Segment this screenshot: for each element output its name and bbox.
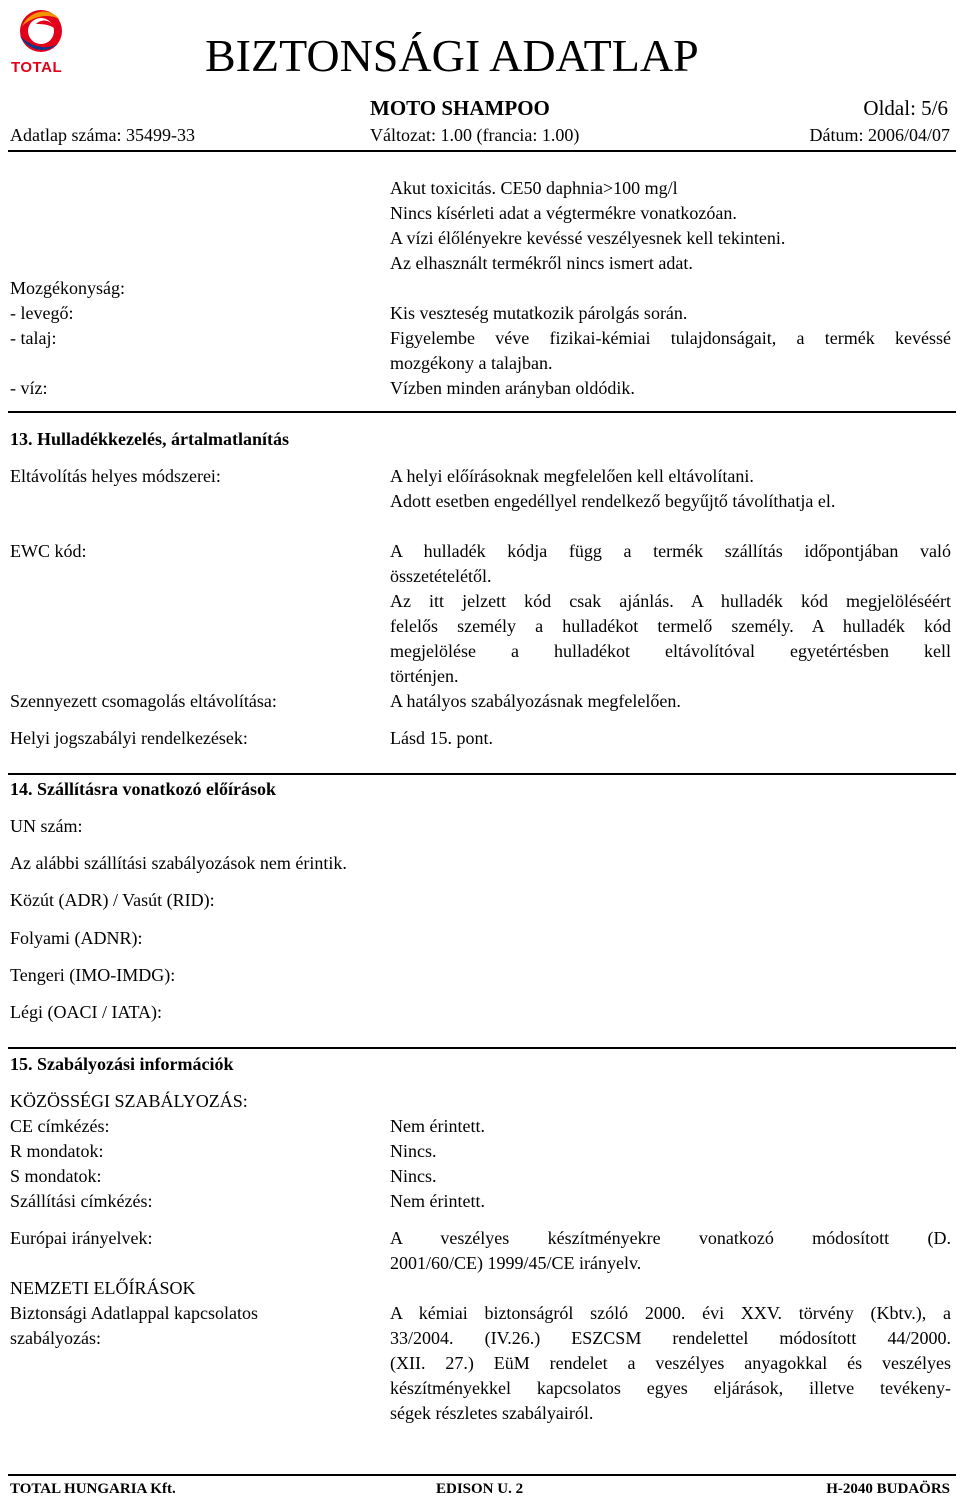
eu-directives-line-1: A veszélyes készítményekre vonatkozó módosított (D.	[390, 1228, 951, 1248]
footer-company: TOTAL HUNGARIA Kft.	[10, 1481, 176, 1497]
sds-line-2: 33/2004. (IV.26.) ESZCSM rendelettel módosított 44/2000.	[390, 1328, 951, 1348]
section-divider-14	[8, 773, 956, 775]
s-phrases-value: Nincs.	[390, 1166, 437, 1186]
document-title: BIZTONSÁGI ADATLAP	[205, 30, 699, 81]
disposal-label: Eltávolítás helyes módszerei:	[10, 466, 221, 486]
river-label: Folyami (ADNR):	[10, 928, 143, 948]
footer-city: H-2040 BUDAÖRS	[826, 1481, 950, 1497]
ewc-label: EWC kód:	[10, 541, 87, 561]
ewc-line-4: felelős személy a hulladékot termelő személy. A hulladék kód	[390, 616, 951, 636]
eu-directives-label: Európai irányelvek:	[10, 1228, 153, 1248]
eco-line-3: A vízi élőlényekre kevéssé veszélyesnek kell tekinteni.	[390, 228, 786, 248]
mobility-label: Mozgékonyság:	[10, 278, 125, 298]
section-divider-15	[8, 1047, 956, 1049]
ewc-line-2: összetételétől.	[390, 566, 492, 586]
road-rail-label: Közút (ADR) / Vasút (RID):	[10, 890, 215, 910]
ce-label: CE címkézés:	[10, 1116, 110, 1136]
sea-label: Tengeri (IMO-IMDG):	[10, 965, 176, 985]
sds-regulation-label-line-2: szabályozás:	[10, 1328, 101, 1348]
local-regulations-value: Lásd 15. pont.	[390, 728, 493, 748]
disposal-line-2: Adott esetben engedéllyel rendelkező begyűjtő távolíthatja el.	[390, 491, 836, 511]
air-value: Kis veszteség mutatkozik párolgás során.	[390, 303, 688, 323]
footer-divider	[8, 1474, 956, 1476]
soil-label: - talaj:	[10, 328, 57, 348]
s-phrases-label: S mondatok:	[10, 1166, 102, 1186]
soil-value-line-2: mozgékony a talajban.	[390, 353, 553, 373]
disposal-line-1: A helyi előírásoknak megfelelően kell eltávolítani.	[390, 466, 754, 486]
national-regulations-heading: NEMZETI ELŐÍRÁSOK	[10, 1278, 196, 1298]
version: Változat: 1.00 (francia: 1.00)	[370, 125, 580, 145]
ewc-line-3: Az itt jelzett kód csak ajánlás. A hulladék kód megjelöléséért	[390, 591, 951, 611]
company-logo	[8, 4, 68, 78]
footer-street: EDISON U. 2	[436, 1481, 524, 1497]
transport-not-affected: Az alábbi szállítási szabályozások nem érintik.	[10, 853, 347, 873]
sds-line-4: készítményekkel kapcsolatos egyes eljárások, illetve tevékeny-	[390, 1378, 951, 1398]
r-phrases-value: Nincs.	[390, 1141, 437, 1161]
transport-labelling-label: Szállítási címkézés:	[10, 1191, 153, 1211]
eco-line-1: Akut toxicitás. CE50 daphnia>100 mg/l	[390, 178, 678, 198]
r-phrases-label: R mondatok:	[10, 1141, 104, 1161]
section-13-heading: 13. Hulladékkezelés, ártalmatlanítás	[10, 429, 289, 449]
sds-line-1: A kémiai biztonságról szóló 2000. évi XXV. törvény (Kbtv.), a	[390, 1303, 951, 1323]
ewc-line-6: történjen.	[390, 666, 459, 686]
page-number: Oldal: 5/6	[863, 96, 948, 120]
eco-line-4: Az elhasznált termékről nincs ismert adat.	[390, 253, 693, 273]
logo-text: TOTAL	[11, 59, 63, 76]
sds-line-3: (XII. 27.) EüM rendelet a veszélyes anyagokkal és veszélyes	[390, 1353, 951, 1373]
soil-value-line-1: Figyelembe véve fizikai-kémiai tulajdonságait, a termék kevéssé	[390, 328, 951, 348]
section-14-heading: 14. Szállításra vonatkozó előírások	[10, 779, 276, 799]
packaging-label: Szennyezett csomagolás eltávolítása:	[10, 691, 277, 711]
un-number-label: UN szám:	[10, 816, 83, 836]
header-divider	[8, 150, 956, 152]
sds-regulation-label-line-1: Biztonsági Adatlappal kapcsolatos	[10, 1303, 258, 1323]
ewc-line-5: megjelölése a hulladékot eltávolítóval egyetértésben kell	[390, 641, 951, 661]
transport-labelling-value: Nem érintett.	[390, 1191, 485, 1211]
water-label: - víz:	[10, 378, 48, 398]
ewc-line-1: A hulladék kódja függ a termék szállítás időpontjában való	[390, 541, 951, 561]
date: Dátum: 2006/04/07	[809, 125, 950, 145]
sds-line-5: ségek részletes szabályairól.	[390, 1403, 594, 1423]
packaging-value: A hatályos szabályozásnak megfelelően.	[390, 691, 681, 711]
water-value: Vízben minden arányban oldódik.	[390, 378, 635, 398]
section-15-heading: 15. Szabályozási információk	[10, 1054, 234, 1074]
air-transport-label: Légi (OACI / IATA):	[10, 1002, 163, 1022]
ce-value: Nem érintett.	[390, 1116, 485, 1136]
sheet-number: Adatlap száma: 35499-33	[10, 125, 195, 145]
eco-line-2: Nincs kísérleti adat a végtermékre vonatkozóan.	[390, 203, 737, 223]
product-name: MOTO SHAMPOO	[370, 96, 550, 120]
eu-regulation-heading: KÖZÖSSÉGI SZABÁLYOZÁS:	[10, 1091, 248, 1111]
air-label: - levegő:	[10, 303, 74, 323]
section-divider-13	[8, 411, 956, 413]
eu-directives-line-2: 2001/60/CE) 1999/45/CE irányelv.	[390, 1253, 642, 1273]
local-regulations-label: Helyi jogszabályi rendelkezések:	[10, 728, 248, 748]
